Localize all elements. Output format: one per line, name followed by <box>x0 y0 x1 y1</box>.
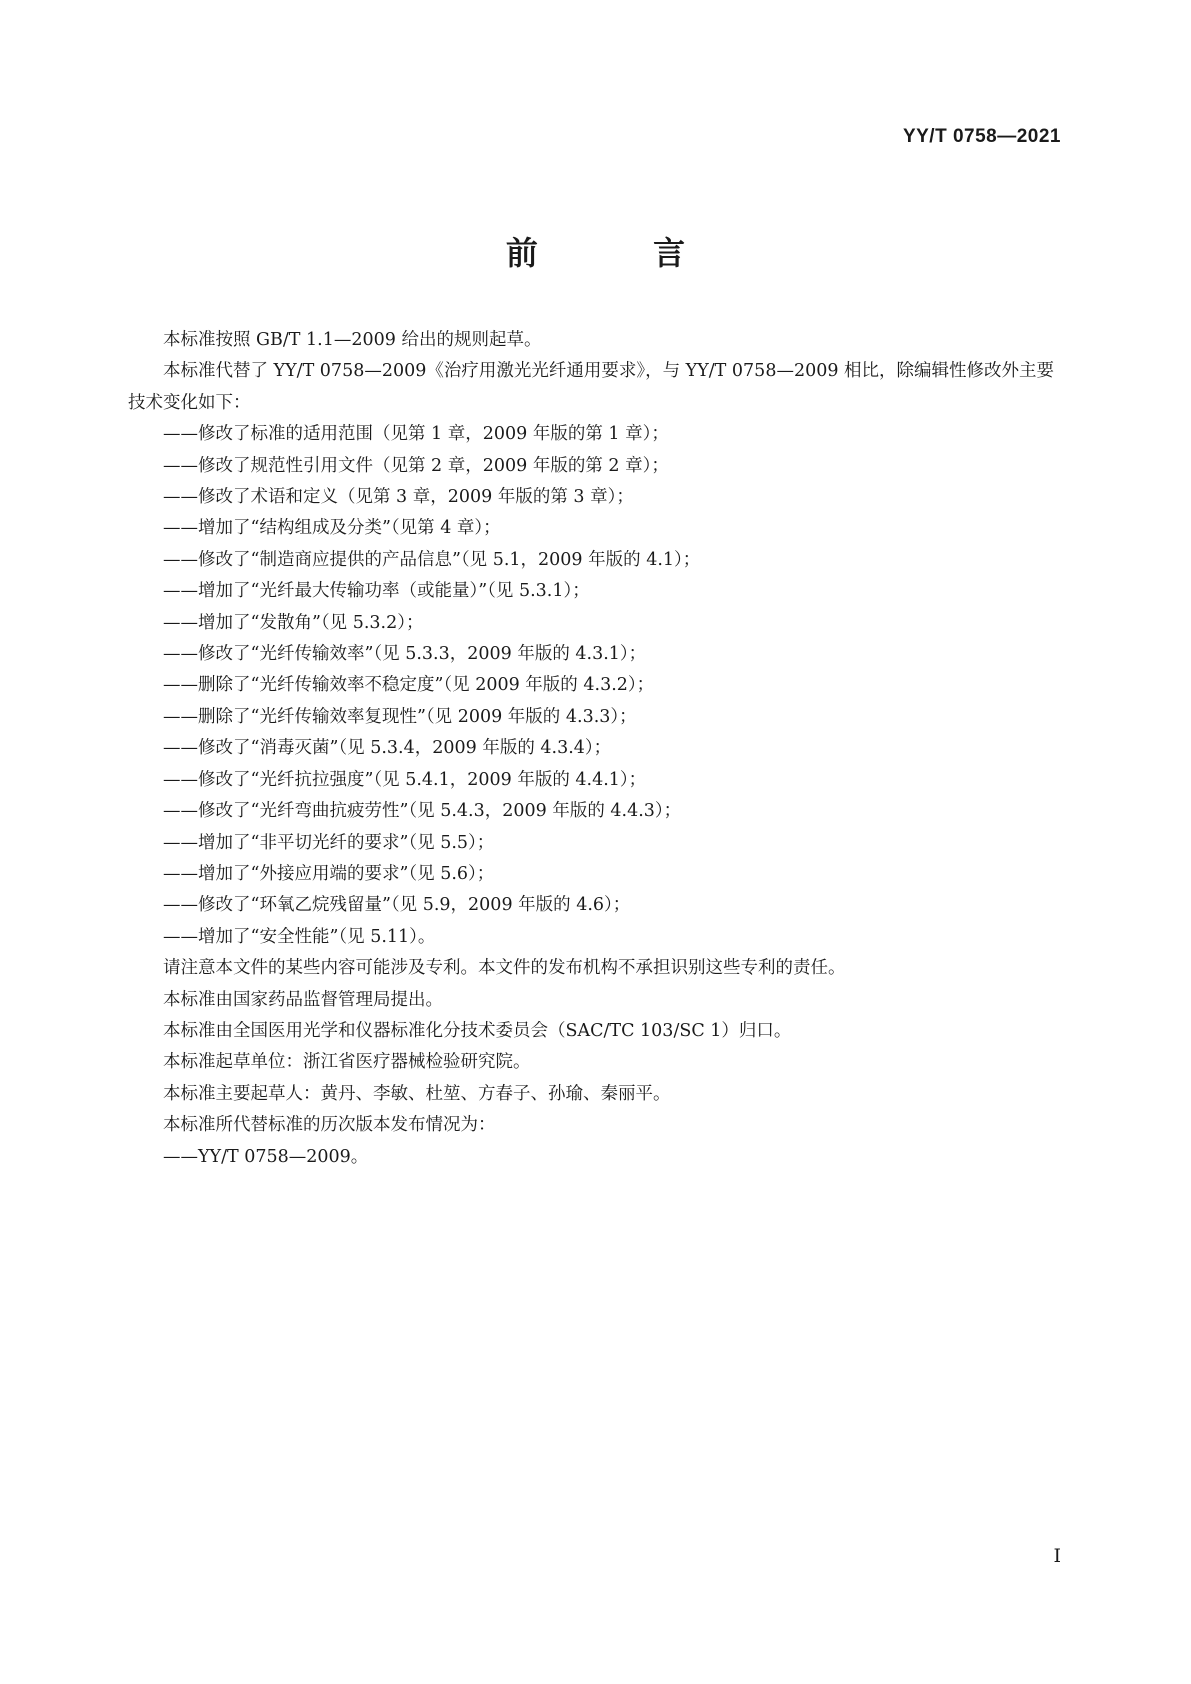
standard-code: YY/T 0758—2021 <box>902 126 1061 147</box>
paragraph-technical-committee: 本标准由全国医用光学和仪器标准化分技术委员会（SAC/TC 103/SC 1）归口。 <box>163 1020 792 1041</box>
paragraph-previous-versions-intro: 本标准所代替标准的历次版本发布情况为： <box>163 1115 496 1136</box>
previous-version-item: ——YY/T 0758—2009。 <box>163 1146 369 1167</box>
change-item: ——修改了“消毒灭菌”（见 5.3.4，2009 年版的 4.3.4）； <box>163 738 612 759</box>
paragraph-drafters: 本标准主要起草人：黄丹、李敏、杜堃、方春子、孙瑜、秦丽平。 <box>163 1083 671 1104</box>
change-item: ——修改了“光纤弯曲抗疲劳性”（见 5.4.3，2009 年版的 4.4.3）； <box>163 801 682 822</box>
document-body <box>128 325 1063 1173</box>
change-item: ——修改了“环氧乙烷残留量”（见 5.9，2009 年版的 4.6）； <box>163 895 631 916</box>
page-title: 前 言 <box>505 234 738 272</box>
change-item: ——增加了“外接应用端的要求”（见 5.6）； <box>163 863 495 884</box>
change-item: ——删除了“光纤传输效率不稳定度”（见 2009 年版的 4.3.2）； <box>163 675 655 696</box>
change-item: ——修改了规范性引用文件（见第 2 章，2009 年版的第 2 章）； <box>163 455 669 476</box>
change-item: ——增加了“结构组成及分类”（见第 4 章）； <box>163 518 501 539</box>
change-item: ——修改了“光纤传输效率”（见 5.3.3，2009 年版的 4.3.1）； <box>163 644 647 665</box>
change-item: ——修改了标准的适用范围（见第 1 章，2009 年版的第 1 章）； <box>163 424 669 445</box>
change-item: ——增加了“安全性能”（见 5.11）。 <box>163 926 436 947</box>
paragraph-drafting-organization: 本标准起草单位：浙江省医疗器械检验研究院。 <box>163 1052 531 1073</box>
page-number: I <box>1053 1545 1061 1567</box>
paragraph-patent-notice: 请注意本文件的某些内容可能涉及专利。本文件的发布机构不承担识别这些专利的责任。 <box>163 958 846 979</box>
change-item: ——增加了“发散角”（见 5.3.2）； <box>163 612 424 633</box>
paragraph-proposer: 本标准由国家药品监督管理局提出。 <box>163 989 443 1010</box>
change-item: ——修改了术语和定义（见第 3 章，2009 年版的第 3 章）； <box>163 487 634 508</box>
paragraph-drafting-rules: 本标准按照 GB/T 1.1—2009 给出的规则起草。 <box>163 330 542 350</box>
change-item: ——删除了“光纤传输效率复现性”（见 2009 年版的 4.3.3）； <box>163 706 637 727</box>
change-item: ——增加了“光纤最大传输功率（或能量）”（见 5.3.1）； <box>163 581 590 602</box>
change-item: ——修改了“光纤抗拉强度”（见 5.4.1，2009 年版的 4.4.1）； <box>163 769 647 790</box>
change-item: ——增加了“非平切光纤的要求”（见 5.5）； <box>163 832 495 853</box>
paragraph-replacement: 本标准代替了 YY/T 0758—2009《治疗用激光光纤通用要求》，与 YY/T 0758—2009 相比，除编辑性修改外主要技术变化如下： <box>128 361 1055 413</box>
change-item: ——修改了“制造商应提供的产品信息”（见 5.1，2009 年版的 4.1）； <box>163 549 701 570</box>
